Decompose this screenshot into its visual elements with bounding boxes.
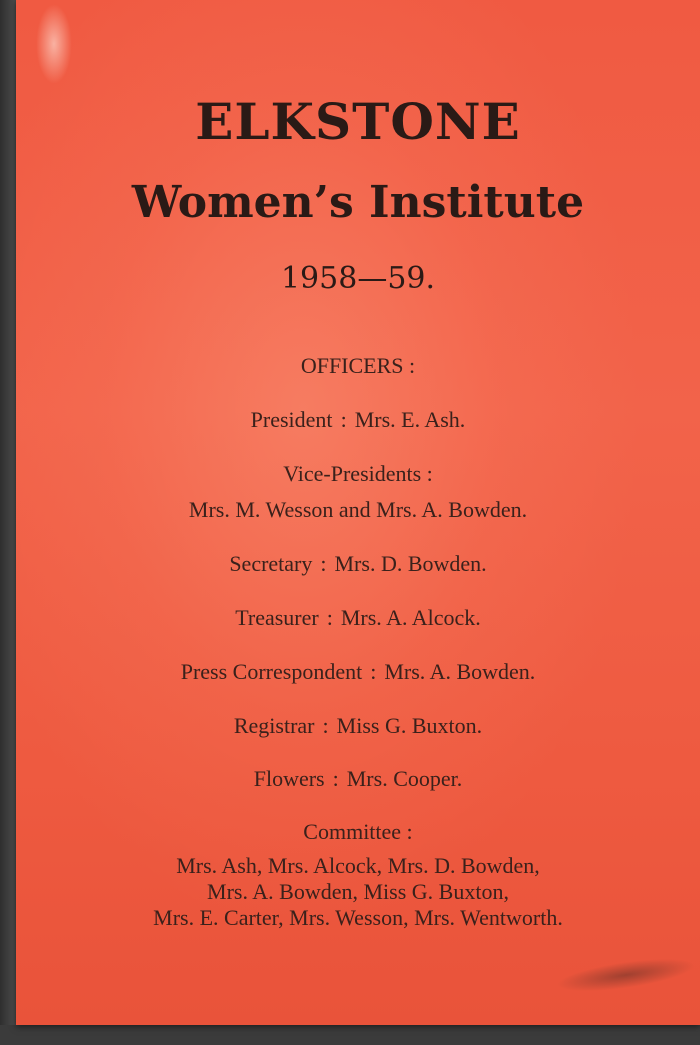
- secretary-line: [16, 550, 700, 578]
- press-correspondent-name: Mrs. A. Bowden.: [384, 659, 536, 684]
- registrar-line: [16, 712, 700, 740]
- committee-heading: Committee :: [303, 819, 413, 844]
- president-line: [16, 406, 700, 434]
- committee-members-line-2: Mrs. A. Bowden, Miss G. Buxton,: [207, 879, 509, 904]
- flowers-role: Flowers: [253, 766, 325, 791]
- committee-members-line-3: Mrs. E. Carter, Mrs. Wesson, Mrs. Wentworth.: [153, 905, 563, 930]
- flowers-name: Mrs. Cooper.: [346, 766, 463, 791]
- secretary-role: Secretary: [229, 551, 313, 576]
- treasurer-name: Mrs. A. Alcock.: [340, 605, 481, 630]
- officers-heading: OFFICERS :: [300, 353, 416, 378]
- press-correspondent-role: Press Correspondent: [180, 659, 363, 684]
- president-name: Mrs. E. Ash.: [354, 407, 466, 432]
- treasurer-line: [16, 604, 700, 632]
- separator: :: [340, 407, 347, 432]
- card-title: ELKSTONE: [195, 92, 521, 151]
- worn-corner: [36, 4, 72, 84]
- registrar-name: Miss G. Buxton.: [336, 713, 483, 738]
- flowers-line: [16, 765, 700, 793]
- committee-members-line-1: Mrs. Ash, Mrs. Alcock, Mrs. D. Bowden,: [176, 853, 540, 878]
- treasurer-role: Treasurer: [235, 605, 319, 630]
- registrar-role: Registrar: [233, 713, 315, 738]
- vice-presidents-role: Vice-Presidents :: [283, 461, 433, 486]
- card-year: 1958—59.: [280, 261, 436, 296]
- separator: :: [326, 605, 333, 630]
- card-subtitle: Women’s Institute: [131, 177, 585, 228]
- vice-presidents-names: Mrs. M. Wesson and Mrs. A. Bowden.: [188, 497, 528, 522]
- separator: :: [322, 713, 329, 738]
- press-correspondent-line: [16, 658, 700, 686]
- ink-stain: [555, 952, 697, 997]
- background-strip: [0, 1025, 700, 1045]
- separator: :: [370, 659, 377, 684]
- separator: :: [320, 551, 327, 576]
- programme-card: [16, 0, 700, 1025]
- secretary-name: Mrs. D. Bowden.: [334, 551, 487, 576]
- separator: :: [332, 766, 339, 791]
- president-role: President: [250, 407, 333, 432]
